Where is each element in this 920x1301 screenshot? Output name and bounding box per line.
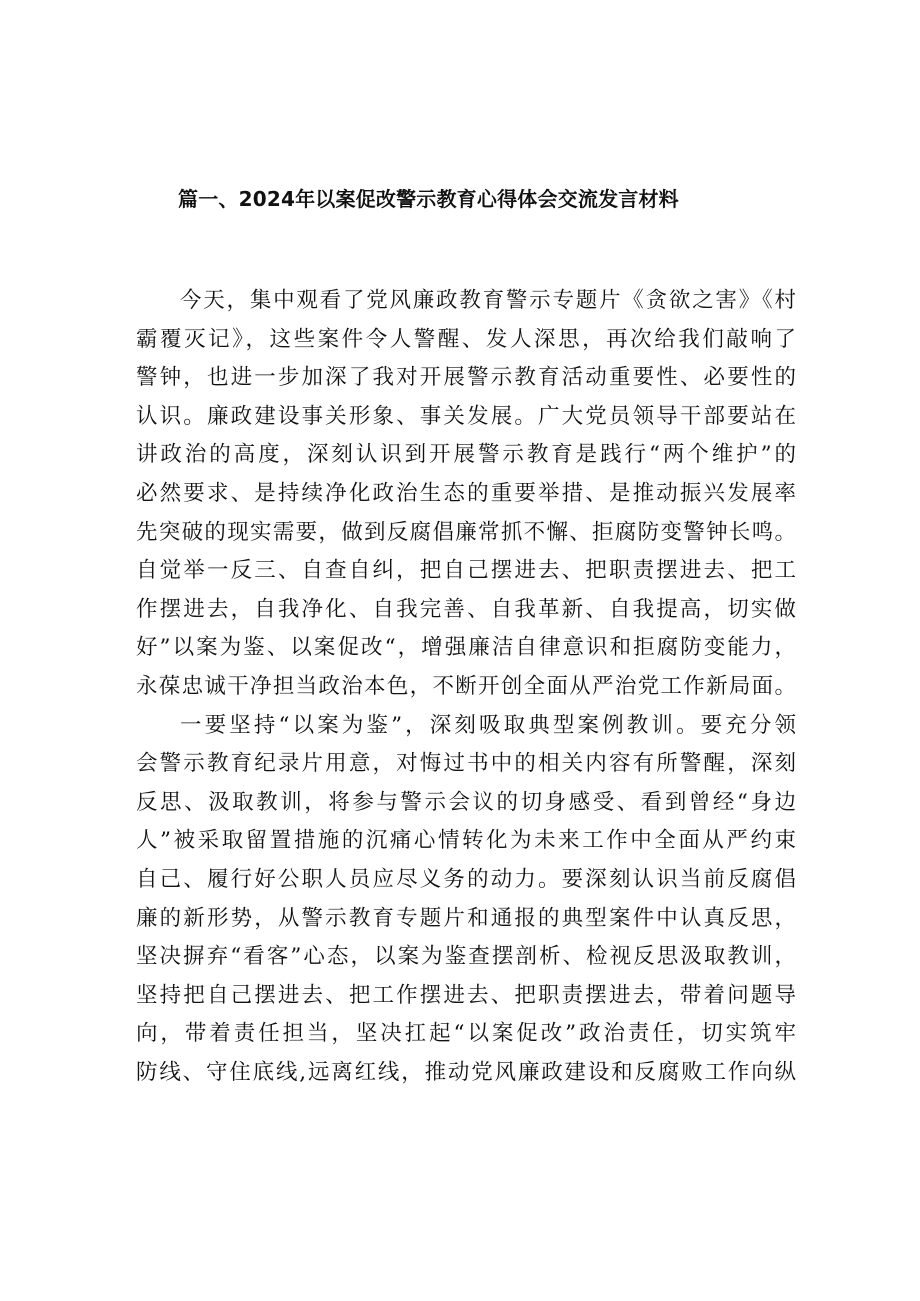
paragraph-line: 警钟，也进一步加深了我对开展警示教育活动重要性、必要性的	[136, 365, 796, 391]
paragraph-1	[136, 282, 796, 707]
paragraph-line: 霸覆灭记》，这些案件令人警醒、发人深思，再次给我们敲响了	[136, 326, 796, 352]
paragraph-line: 好”以案为鉴、以案促改“，增强廉洁自律意识和拒腐防变能力，	[136, 635, 796, 661]
paragraph-line: 一要坚持“以案为鉴”，深刻吸取典型案例教训。要充分领	[180, 712, 796, 738]
paragraph-line: 今天，集中观看了党风廉政教育警示专题片《贪欲之害》《村	[180, 288, 796, 313]
paragraph-line: 坚决摒弃“看客”心态，以案为鉴查摆剖析、检视反思汲取教训，	[136, 944, 796, 970]
paragraph-line: 会警示教育纪录片用意，对悔过书中的相关内容有所警醒，深刻	[136, 751, 796, 777]
paragraph-line: 人”被采取留置措施的沉痛心情转化为未来工作中全面从严约束	[136, 828, 796, 854]
paragraph-line: 反思、汲取教训，将参与警示会议的切身感受、看到曾经“身边	[136, 789, 796, 815]
paragraph-2	[136, 707, 796, 1093]
paragraph-line: 向，带着责任担当，坚决扛起“以案促改”政治责任，切实筑牢	[136, 1021, 796, 1047]
paragraph-line: 自己、履行好公职人员应尽义务的动力。要深刻认识当前反腐倡	[136, 866, 796, 892]
document-body	[136, 282, 796, 1092]
paragraph-line: 必然要求、是持续净化政治生态的重要举措、是推动振兴发展率	[136, 480, 796, 506]
paragraph-line: 讲政治的高度，深刻认识到开展警示教育是践行“两个维护”的	[136, 442, 796, 468]
paragraph-line: 先突破的现实需要，做到反腐倡廉常抓不懈、拒腐防变警钟长鸣。	[136, 519, 796, 545]
paragraph-line: 防线、守住底线,远离红线，推动党风廉政建设和反腐败工作向纵	[136, 1059, 796, 1085]
paragraph-line: 自觉举一反三、自查自纠，把自己摆进去、把职责摆进去、把工	[136, 558, 796, 584]
paragraph-line: 永葆忠诚干净担当政治本色，不断开创全面从严治党工作新局面。	[136, 673, 796, 699]
paragraph-line: 认识。廉政建设事关形象、事关发展。广大党员领导干部要站在	[136, 403, 796, 429]
paragraph-line: 作摆进去，自我净化、自我完善、自我革新、自我提高，切实做	[136, 596, 796, 622]
paragraph-line: 坚持把自己摆进去、把工作摆进去、把职责摆进去，带着问题导	[136, 982, 796, 1008]
document-title: 篇一、2024年以案促改警示教育心得体会交流发言材料	[178, 187, 679, 211]
paragraph-line: 廉的新形势，从警示教育专题片和通报的典型案件中认真反思，	[136, 905, 796, 931]
